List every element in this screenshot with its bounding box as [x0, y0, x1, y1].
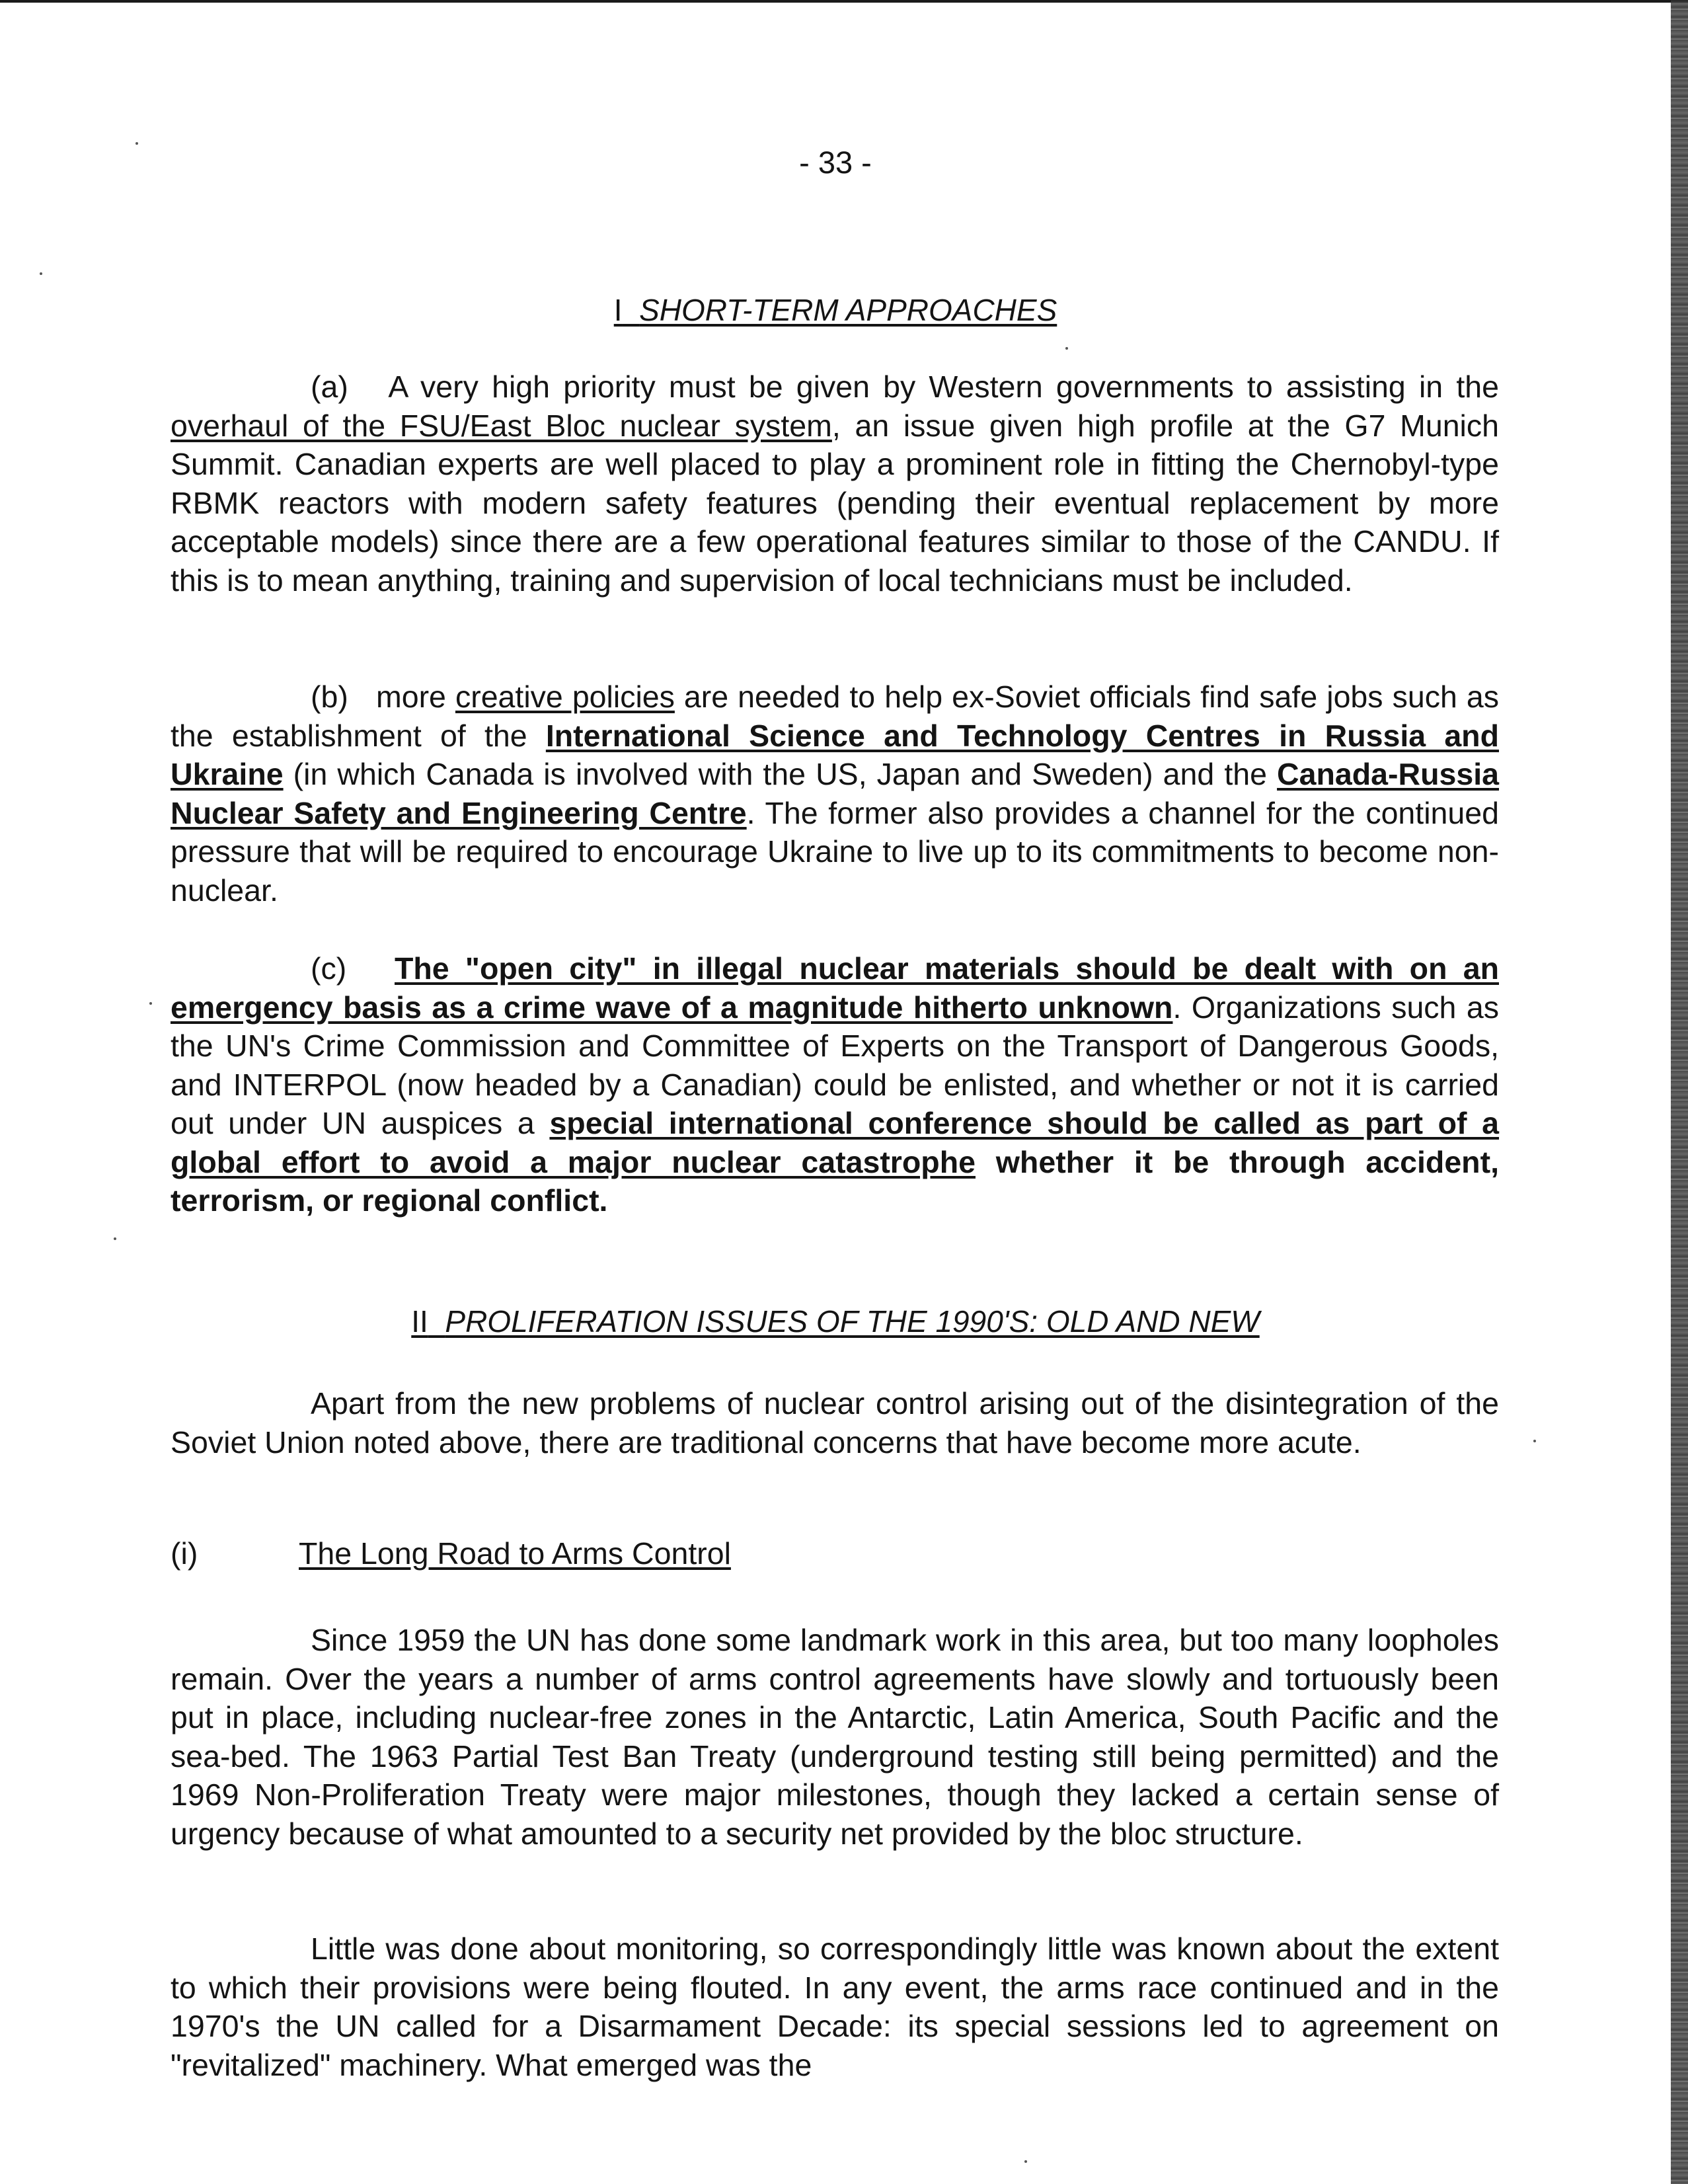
- paragraph-arms-control-1: [171, 1621, 1499, 1853]
- scan-top-edge: [0, 0, 1688, 3]
- underlined-phrase: The "open city" in illegal nuclear materials should be dealt with on an emergency basis as a crime wave of a magnitude hitherto unknown: [171, 951, 1499, 1025]
- paragraph-label: (b): [311, 680, 348, 714]
- underlined-phrase: International Science and Technology Centres in Russia and Ukraine: [171, 718, 1499, 791]
- section-heading-proliferation: [0, 1304, 1671, 1339]
- text-run: Since 1959 the UN has done some landmark work in this area, but too many loopholes remain. Over the years a number of arms control agreements have slowly and tortuously been put in place, including nuclear-free zones in the Antarctic, Latin America, South Pacific and the sea-bed. The 1963 Partial Test Ban Treaty (underground testing still being permitted) and the 1969 Non-Proliferation Treaty were major milestones, though they lacked a certain sense of urgency because of what amounted to a security net provided by the bloc structure.: [171, 1623, 1499, 1851]
- paragraph-b: [171, 678, 1499, 910]
- text-run: are needed to help ex-Soviet officials find safe jobs such as the establishment of the: [171, 680, 1499, 753]
- section-heading-short-term: [0, 292, 1671, 328]
- subsection-label: (i): [171, 1536, 198, 1571]
- text-run: A very high priority must be given by Western governments to assisting in the: [388, 370, 1499, 404]
- paragraph-label: (a): [311, 370, 348, 404]
- scan-speck: [1533, 1440, 1536, 1442]
- paragraph-c: [171, 949, 1499, 1220]
- subsection-title: The Long Road to Arms Control: [299, 1536, 731, 1571]
- section-title: SHORT-TERM APPROACHES: [639, 293, 1057, 327]
- text-run: . The former also provides a channel for the continued pressure that will be required to encourage Ukraine to live up to its commitments to become non-nuclear.: [171, 795, 1499, 908]
- text-run: , an issue given high profile at the G7 Munich Summit. Canadian experts are well placed to play a prominent role in fitting the Chernobyl-type RBMK reactors with modern safety features (pending their eventual replacement by more acceptable models) since there are a few operational features similar to those of the CANDU. If this is to mean anything, training and supervision of local technicians must be included.: [171, 408, 1499, 598]
- text-run: Apart from the new problems of nuclear control arising out of the disintegration of the Soviet Union noted above, there are traditional concerns that have become more acute.: [171, 1386, 1499, 1460]
- scan-speck: [114, 1237, 116, 1240]
- section-title: PROLIFERATION ISSUES OF THE 1990'S: OLD AND NEW: [445, 1304, 1260, 1339]
- scan-right-edge: [1671, 0, 1688, 2184]
- underlined-phrase: Canada-Russia Nuclear Safety and Engineering Centre: [171, 757, 1499, 830]
- text-run: more: [375, 680, 455, 714]
- text-run: . Organizations such as the UN's Crime Commission and Committee of Experts on the Transport of Dangerous Goods, and INTERPOL (now headed by a Canadian) could be enlisted, and whether or not it is carried out under UN auspices a: [171, 990, 1499, 1140]
- text-run: whether it be through accident, terrorism, or regional conflict.: [171, 1144, 1499, 1218]
- scan-speck: [1024, 2160, 1027, 2163]
- paragraph-intro: [171, 1384, 1499, 1462]
- scan-speck: [135, 142, 138, 145]
- underlined-phrase: creative policies: [455, 680, 675, 714]
- paragraph-arms-control-2: [171, 1930, 1499, 2084]
- paragraph-label: (c): [311, 951, 347, 986]
- text-run: (in which Canada is involved with the US, Japan and Sweden) and the: [283, 757, 1278, 791]
- scan-speck: [1065, 347, 1068, 350]
- scan-speck: [149, 1002, 152, 1005]
- underlined-phrase: special international conference should be called as part of a global effort to avoid a major nuclear catastrophe: [171, 1106, 1500, 1179]
- section-numeral: I: [613, 293, 623, 327]
- subsection-heading: [171, 1536, 731, 1571]
- section-numeral: II: [411, 1304, 428, 1339]
- text-run: Little was done about monitoring, so correspondingly little was known about the extent to which their provisions were being flouted. In any event, the arms race continued and in the 1970's the UN called for a Disarmament Decade: its special sessions led to agreement on "revitalized" machinery. What emerged was the: [171, 1931, 1499, 2082]
- scan-speck: [40, 272, 42, 275]
- underlined-phrase: overhaul of the FSU/East Bloc nuclear system: [171, 408, 832, 443]
- paragraph-a: [171, 368, 1499, 600]
- page-number: - 33 -: [799, 145, 872, 180]
